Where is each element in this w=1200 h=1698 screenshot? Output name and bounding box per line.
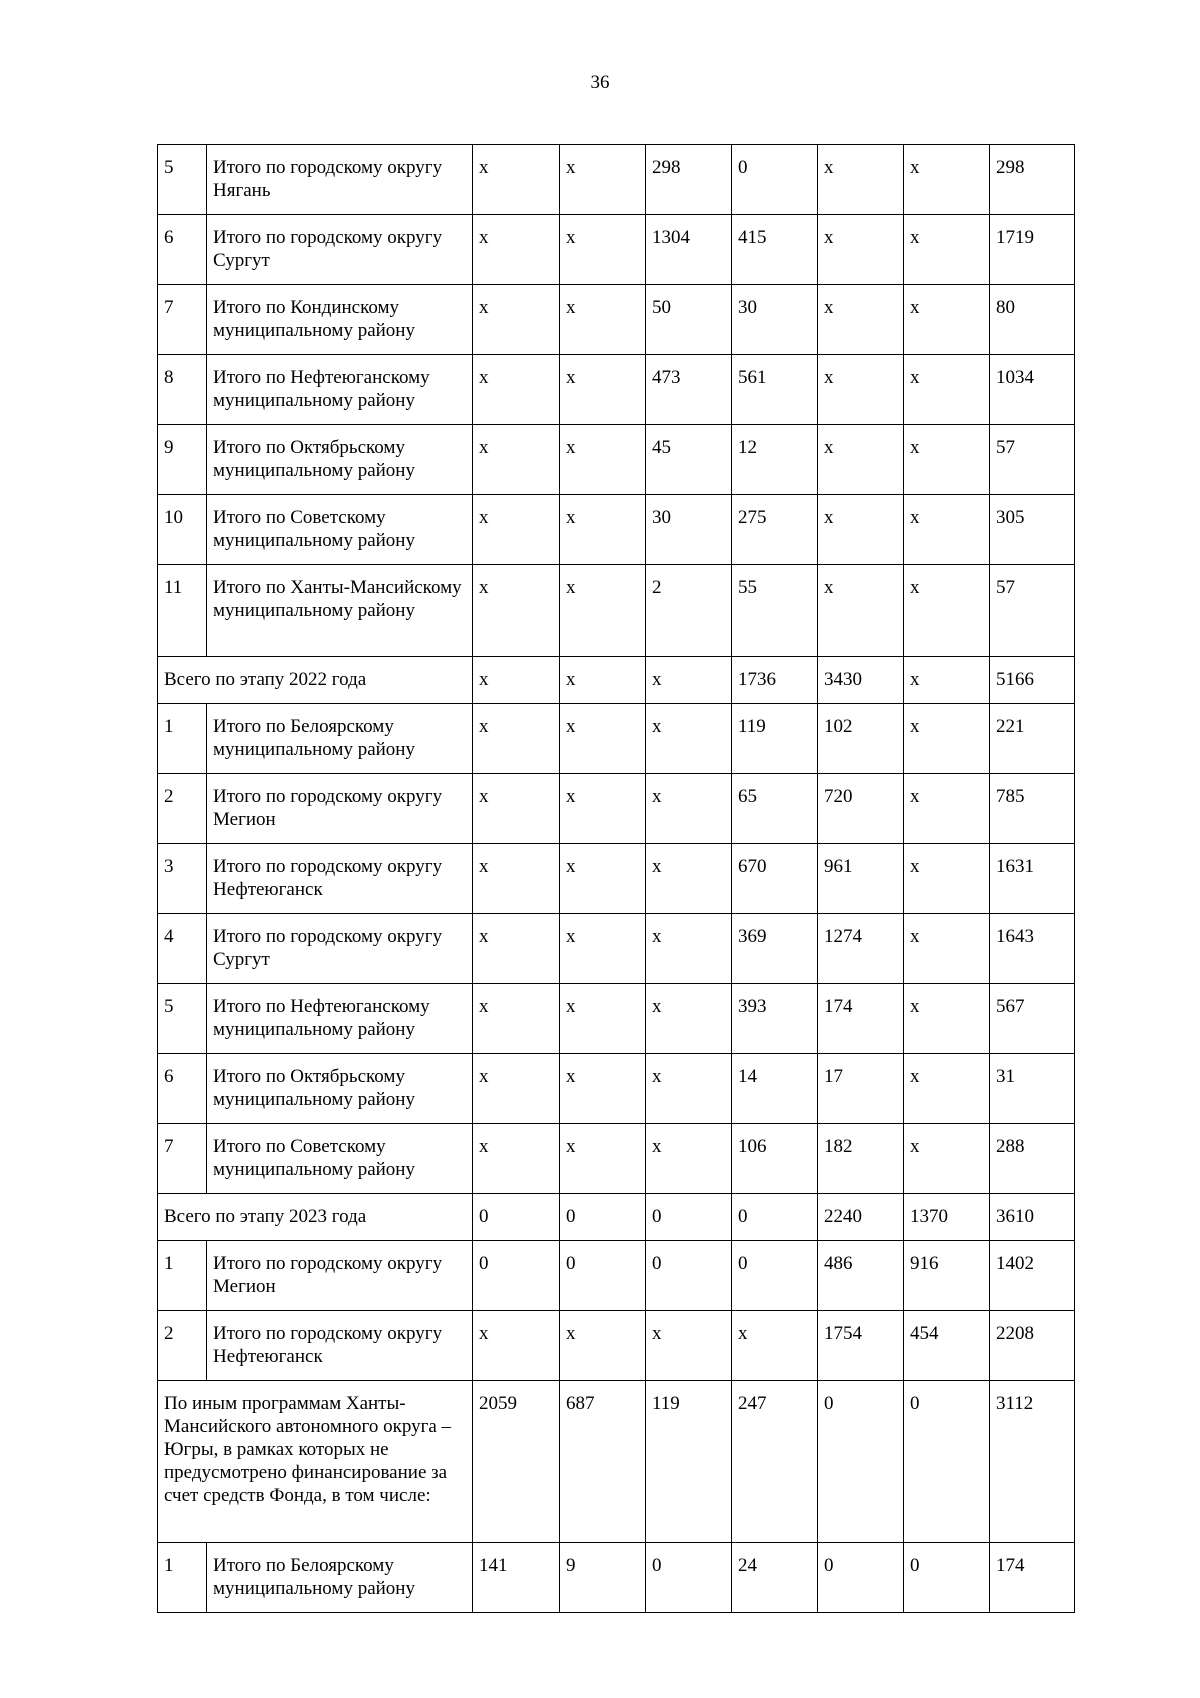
row-number-cell: 6 bbox=[158, 1054, 207, 1124]
value-cell-5: x bbox=[818, 495, 904, 565]
table-row bbox=[158, 984, 1075, 1054]
row-number-cell: 7 bbox=[158, 285, 207, 355]
value-cell-2: x bbox=[560, 1054, 646, 1124]
value-cell-7: 298 bbox=[990, 145, 1075, 215]
value-cell-6: x bbox=[904, 774, 990, 844]
value-cell-5: x bbox=[818, 355, 904, 425]
value-cell-7: 221 bbox=[990, 704, 1075, 774]
value-cell-1: x bbox=[473, 844, 560, 914]
table-row bbox=[158, 425, 1075, 495]
value-cell-4: 369 bbox=[732, 914, 818, 984]
value-cell-7: 174 bbox=[990, 1543, 1075, 1613]
value-cell-2: x bbox=[560, 355, 646, 425]
table-row bbox=[158, 1241, 1075, 1311]
total-label-cell: Всего по этапу 2022 года bbox=[158, 657, 473, 704]
value-cell-1: x bbox=[473, 774, 560, 844]
value-cell-6: x bbox=[904, 984, 990, 1054]
value-cell-4: 0 bbox=[732, 1194, 818, 1241]
value-cell-7: 1402 bbox=[990, 1241, 1075, 1311]
value-cell-7: 3610 bbox=[990, 1194, 1075, 1241]
value-cell-3: 50 bbox=[646, 285, 732, 355]
row-number-cell: 8 bbox=[158, 355, 207, 425]
value-cell-6: x bbox=[904, 425, 990, 495]
value-cell-4: 393 bbox=[732, 984, 818, 1054]
table-row bbox=[158, 1311, 1075, 1381]
value-cell-4: 14 bbox=[732, 1054, 818, 1124]
value-cell-1: x bbox=[473, 1054, 560, 1124]
value-cell-1: x bbox=[473, 565, 560, 657]
value-cell-3: x bbox=[646, 657, 732, 704]
value-cell-4: 12 bbox=[732, 425, 818, 495]
value-cell-3: 0 bbox=[646, 1543, 732, 1613]
value-cell-5: 174 bbox=[818, 984, 904, 1054]
table-row bbox=[158, 495, 1075, 565]
row-name-cell: Итого по Белоярскому муниципальному району bbox=[207, 1543, 473, 1613]
value-cell-6: 1370 bbox=[904, 1194, 990, 1241]
value-cell-3: x bbox=[646, 844, 732, 914]
total-label-cell: Всего по этапу 2023 года bbox=[158, 1194, 473, 1241]
value-cell-1: x bbox=[473, 215, 560, 285]
value-cell-2: x bbox=[560, 984, 646, 1054]
table-row bbox=[158, 774, 1075, 844]
value-cell-4: 30 bbox=[732, 285, 818, 355]
value-cell-5: x bbox=[818, 425, 904, 495]
table-row bbox=[158, 844, 1075, 914]
value-cell-5: 720 bbox=[818, 774, 904, 844]
value-cell-3: x bbox=[646, 774, 732, 844]
value-cell-6: x bbox=[904, 1054, 990, 1124]
value-cell-2: x bbox=[560, 657, 646, 704]
value-cell-1: x bbox=[473, 425, 560, 495]
value-cell-5: 17 bbox=[818, 1054, 904, 1124]
value-cell-2: x bbox=[560, 1311, 646, 1381]
value-cell-7: 3112 bbox=[990, 1381, 1075, 1543]
table-total-row bbox=[158, 1194, 1075, 1241]
row-name-cell: Итого по городскому округу Нефтеюганск bbox=[207, 1311, 473, 1381]
value-cell-5: x bbox=[818, 215, 904, 285]
value-cell-4: 0 bbox=[732, 1241, 818, 1311]
value-cell-2: x bbox=[560, 1124, 646, 1194]
table-row bbox=[158, 1543, 1075, 1613]
value-cell-4: 247 bbox=[732, 1381, 818, 1543]
value-cell-5: x bbox=[818, 285, 904, 355]
value-cell-2: x bbox=[560, 285, 646, 355]
row-number-cell: 5 bbox=[158, 145, 207, 215]
value-cell-4: 106 bbox=[732, 1124, 818, 1194]
value-cell-1: 0 bbox=[473, 1241, 560, 1311]
value-cell-4: 670 bbox=[732, 844, 818, 914]
value-cell-6: x bbox=[904, 914, 990, 984]
page-number: 36 bbox=[590, 72, 610, 93]
row-number-cell: 10 bbox=[158, 495, 207, 565]
value-cell-6: x bbox=[904, 704, 990, 774]
row-number-cell: 1 bbox=[158, 704, 207, 774]
row-name-cell: Итого по Нефтеюганскому муниципальному району bbox=[207, 984, 473, 1054]
value-cell-7: 1719 bbox=[990, 215, 1075, 285]
value-cell-4: 415 bbox=[732, 215, 818, 285]
table-row bbox=[158, 145, 1075, 215]
data-table bbox=[157, 144, 1075, 1613]
value-cell-7: 1643 bbox=[990, 914, 1075, 984]
value-cell-1: x bbox=[473, 1311, 560, 1381]
value-cell-3: x bbox=[646, 1054, 732, 1124]
value-cell-2: x bbox=[560, 774, 646, 844]
value-cell-1: x bbox=[473, 1124, 560, 1194]
row-number-cell: 1 bbox=[158, 1241, 207, 1311]
value-cell-6: 454 bbox=[904, 1311, 990, 1381]
value-cell-2: 687 bbox=[560, 1381, 646, 1543]
value-cell-1: x bbox=[473, 495, 560, 565]
value-cell-3: 2 bbox=[646, 565, 732, 657]
value-cell-5: 1754 bbox=[818, 1311, 904, 1381]
row-name-cell: Итого по Нефтеюганскому муниципальному району bbox=[207, 355, 473, 425]
value-cell-1: x bbox=[473, 657, 560, 704]
row-name-cell: Итого по Октябрьскому муниципальному району bbox=[207, 425, 473, 495]
value-cell-2: 0 bbox=[560, 1241, 646, 1311]
value-cell-6: x bbox=[904, 495, 990, 565]
value-cell-4: 0 bbox=[732, 145, 818, 215]
value-cell-5: 2240 bbox=[818, 1194, 904, 1241]
value-cell-6: 0 bbox=[904, 1543, 990, 1613]
value-cell-6: x bbox=[904, 145, 990, 215]
value-cell-1: 0 bbox=[473, 1194, 560, 1241]
value-cell-6: 916 bbox=[904, 1241, 990, 1311]
value-cell-1: x bbox=[473, 145, 560, 215]
value-cell-7: 785 bbox=[990, 774, 1075, 844]
value-cell-7: 288 bbox=[990, 1124, 1075, 1194]
value-cell-7: 31 bbox=[990, 1054, 1075, 1124]
value-cell-3: x bbox=[646, 1124, 732, 1194]
value-cell-1: x bbox=[473, 984, 560, 1054]
value-cell-2: x bbox=[560, 215, 646, 285]
table-row bbox=[158, 1054, 1075, 1124]
row-number-cell: 9 bbox=[158, 425, 207, 495]
value-cell-4: 65 bbox=[732, 774, 818, 844]
value-cell-1: 141 bbox=[473, 1543, 560, 1613]
row-name-cell: Итого по городскому округу Мегион bbox=[207, 774, 473, 844]
table-body bbox=[158, 145, 1075, 1613]
value-cell-3: 298 bbox=[646, 145, 732, 215]
value-cell-5: 1274 bbox=[818, 914, 904, 984]
value-cell-3: 473 bbox=[646, 355, 732, 425]
value-cell-5: x bbox=[818, 565, 904, 657]
table-row bbox=[158, 704, 1075, 774]
value-cell-2: x bbox=[560, 704, 646, 774]
value-cell-5: 3430 bbox=[818, 657, 904, 704]
value-cell-4: 561 bbox=[732, 355, 818, 425]
value-cell-3: 30 bbox=[646, 495, 732, 565]
value-cell-5: x bbox=[818, 145, 904, 215]
row-name-cell: Итого по Советскому муниципальному району bbox=[207, 495, 473, 565]
value-cell-2: 9 bbox=[560, 1543, 646, 1613]
value-cell-7: 305 bbox=[990, 495, 1075, 565]
value-cell-6: x bbox=[904, 565, 990, 657]
row-name-cell: Итого по Советскому муниципальному району bbox=[207, 1124, 473, 1194]
value-cell-3: x bbox=[646, 984, 732, 1054]
table-row bbox=[158, 215, 1075, 285]
value-cell-6: x bbox=[904, 657, 990, 704]
value-cell-7: 5166 bbox=[990, 657, 1075, 704]
value-cell-5: 102 bbox=[818, 704, 904, 774]
row-number-cell: 6 bbox=[158, 215, 207, 285]
value-cell-7: 567 bbox=[990, 984, 1075, 1054]
value-cell-3: 0 bbox=[646, 1194, 732, 1241]
table-row bbox=[158, 355, 1075, 425]
row-number-cell: 2 bbox=[158, 1311, 207, 1381]
value-cell-4: 1736 bbox=[732, 657, 818, 704]
value-cell-4: 119 bbox=[732, 704, 818, 774]
value-cell-4: 55 bbox=[732, 565, 818, 657]
row-name-cell: Итого по Кондинскому муниципальному району bbox=[207, 285, 473, 355]
value-cell-4: x bbox=[732, 1311, 818, 1381]
row-name-cell: Итого по Ханты-Мансийскому муниципальному району bbox=[207, 565, 473, 657]
row-name-cell: Итого по Белоярскому муниципальному району bbox=[207, 704, 473, 774]
value-cell-7: 1631 bbox=[990, 844, 1075, 914]
row-name-cell: Итого по городскому округу Сургут bbox=[207, 914, 473, 984]
row-name-cell: Итого по городскому округу Мегион bbox=[207, 1241, 473, 1311]
table-total-row bbox=[158, 1381, 1075, 1543]
value-cell-6: x bbox=[904, 285, 990, 355]
value-cell-5: 961 bbox=[818, 844, 904, 914]
row-name-cell: Итого по городскому округу Нефтеюганск bbox=[207, 844, 473, 914]
value-cell-7: 80 bbox=[990, 285, 1075, 355]
value-cell-2: 0 bbox=[560, 1194, 646, 1241]
value-cell-5: 0 bbox=[818, 1543, 904, 1613]
row-name-cell: Итого по городскому округу Сургут bbox=[207, 215, 473, 285]
value-cell-6: x bbox=[904, 844, 990, 914]
value-cell-7: 1034 bbox=[990, 355, 1075, 425]
table-row bbox=[158, 914, 1075, 984]
value-cell-1: x bbox=[473, 285, 560, 355]
value-cell-3: 119 bbox=[646, 1381, 732, 1543]
value-cell-6: x bbox=[904, 215, 990, 285]
total-label-cell: По иным программам Ханты-Мансийского автономного округа – Югры, в рамках которых не предусмотрено финансирование за счет средств Фонда, в том числе: bbox=[158, 1381, 473, 1543]
value-cell-1: x bbox=[473, 914, 560, 984]
value-cell-3: 45 bbox=[646, 425, 732, 495]
value-cell-7: 57 bbox=[990, 565, 1075, 657]
row-name-cell: Итого по Октябрьскому муниципальному району bbox=[207, 1054, 473, 1124]
value-cell-2: x bbox=[560, 565, 646, 657]
row-number-cell: 11 bbox=[158, 565, 207, 657]
table-row bbox=[158, 565, 1075, 657]
value-cell-1: x bbox=[473, 704, 560, 774]
value-cell-2: x bbox=[560, 844, 646, 914]
row-number-cell: 3 bbox=[158, 844, 207, 914]
table-row bbox=[158, 1124, 1075, 1194]
value-cell-4: 275 bbox=[732, 495, 818, 565]
value-cell-3: x bbox=[646, 704, 732, 774]
table-row bbox=[158, 285, 1075, 355]
value-cell-3: x bbox=[646, 1311, 732, 1381]
value-cell-3: x bbox=[646, 914, 732, 984]
value-cell-2: x bbox=[560, 425, 646, 495]
table-total-row bbox=[158, 657, 1075, 704]
value-cell-5: 182 bbox=[818, 1124, 904, 1194]
value-cell-6: 0 bbox=[904, 1381, 990, 1543]
row-number-cell: 2 bbox=[158, 774, 207, 844]
value-cell-4: 24 bbox=[732, 1543, 818, 1613]
value-cell-5: 486 bbox=[818, 1241, 904, 1311]
value-cell-2: x bbox=[560, 145, 646, 215]
row-number-cell: 5 bbox=[158, 984, 207, 1054]
value-cell-1: x bbox=[473, 355, 560, 425]
row-number-cell: 1 bbox=[158, 1543, 207, 1613]
value-cell-6: x bbox=[904, 1124, 990, 1194]
row-name-cell: Итого по городскому округу Нягань bbox=[207, 145, 473, 215]
value-cell-6: x bbox=[904, 355, 990, 425]
value-cell-7: 2208 bbox=[990, 1311, 1075, 1381]
value-cell-1: 2059 bbox=[473, 1381, 560, 1543]
value-cell-2: x bbox=[560, 495, 646, 565]
value-cell-5: 0 bbox=[818, 1381, 904, 1543]
row-number-cell: 7 bbox=[158, 1124, 207, 1194]
row-number-cell: 4 bbox=[158, 914, 207, 984]
value-cell-3: 1304 bbox=[646, 215, 732, 285]
value-cell-2: x bbox=[560, 914, 646, 984]
value-cell-7: 57 bbox=[990, 425, 1075, 495]
value-cell-3: 0 bbox=[646, 1241, 732, 1311]
